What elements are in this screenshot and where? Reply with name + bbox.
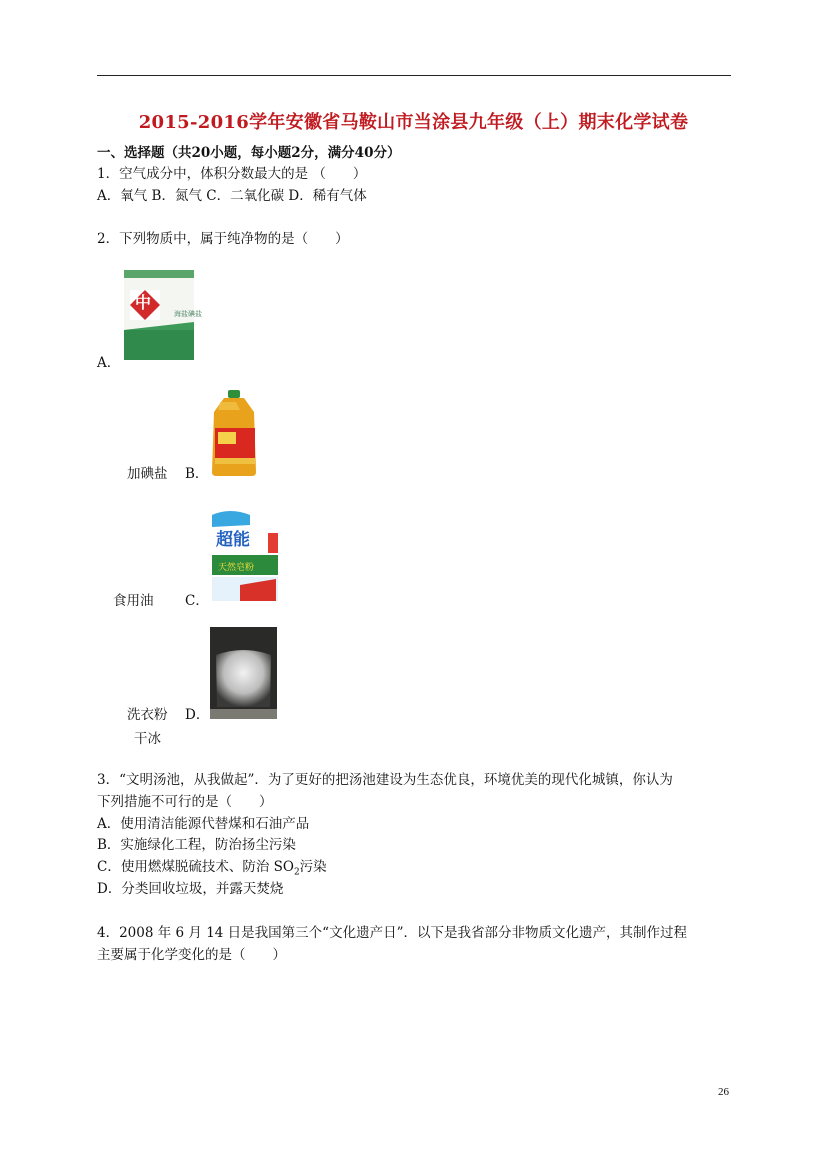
q2-caption-d: 干冰 [134,731,161,747]
dry-ice-image [210,627,277,719]
detergent-sub-label: 天然皂粉 [218,563,255,573]
section-heading: 一、选择题（共20小题，每小题2分，满分40分） [97,145,401,161]
page-title: 2015-2016学年安徽省马鞍山市当涂县九年级（上）期末化学试卷 [138,112,689,133]
header-rule [97,75,731,76]
q3-option-d: D．分类回收垃圾，并露天焚烧 [97,881,284,897]
q1-options: A．氧气 B．氮气 C．二氧化碳 D．稀有气体 [97,188,367,204]
q3-stem-line1: 3．“文明汤池，从我做起”．为了更好的把汤池建设为生态优良，环境优美的现代化城镇，你认为 [97,772,673,788]
q3-option-c: C．使用燃煤脱硫技术、防治 $SO_2$污染 [97,859,327,878]
q2-label-a: A． [97,355,121,371]
q3-option-a: A．使用清洁能源代替煤和石油产品 [97,816,310,832]
salt-bag-image [122,268,202,362]
detergent-box-image [210,505,280,603]
salt-logo-label: 中 [135,293,152,312]
q2-caption-c: 洗衣粉 [127,707,168,723]
q2-caption-a: 加碘盐 [127,466,168,482]
q3-stem-line2: 下列措施不可行的是（ ） [97,794,273,810]
q2-label-c: C． [185,593,209,609]
q4-stem-line2: 主要属于化学变化的是（ ） [97,947,286,963]
q2-stem: 2．下列物质中，属于纯净物的是（ ） [97,231,349,247]
q4-stem-line1: 4．2008 年 6 月 14 日是我国第三个“文化遗产日”．以下是我省部分非物质文化遗产，其制作过程 [97,925,687,941]
salt-sub-label: 海盐碘盐 [174,310,202,318]
detergent-brand-label: 超能 [216,530,250,550]
q2-label-d: D． [185,707,210,723]
q2-label-b: B． [185,466,209,482]
oil-bottle-image [206,388,262,478]
q2-caption-b: 食用油 [113,593,154,609]
page-number: 26 [718,1086,729,1098]
q1-stem: 1．空气成分中，体积分数最大的是 （ ） [97,166,367,182]
q3-option-b: B．实施绿化工程，防治扬尘污染 [97,837,296,853]
